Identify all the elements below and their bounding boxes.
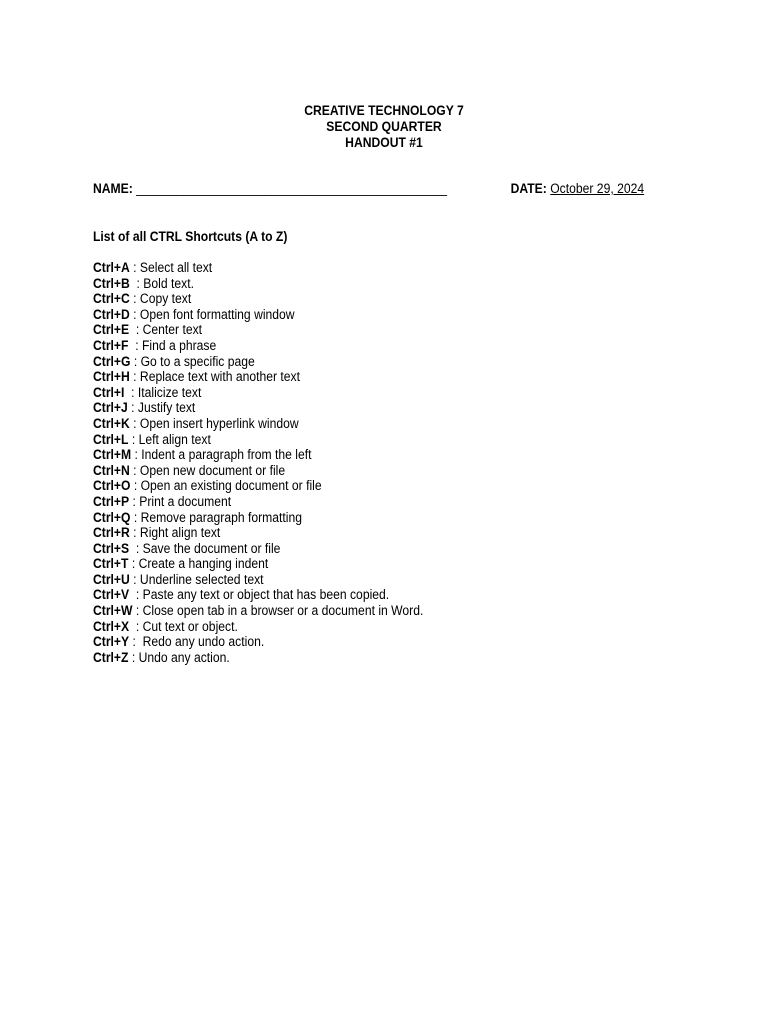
- shortcut-item: [93, 650, 423, 666]
- shortcut-item: [93, 587, 423, 603]
- shortcut-item: [93, 400, 423, 416]
- shortcut-item: [93, 463, 423, 479]
- shortcut-key: Ctrl+C: [93, 291, 130, 307]
- shortcut-item: [93, 307, 423, 323]
- shortcut-item: [93, 447, 423, 463]
- shortcut-key: Ctrl+I: [93, 384, 125, 400]
- name-label: NAME:: [93, 181, 133, 196]
- name-blank-line: ______________________________________________: [132, 181, 448, 196]
- shortcut-key: Ctrl+M: [93, 447, 132, 463]
- shortcut-key: Ctrl+Q: [93, 509, 131, 525]
- shortcut-description: : Cut text or object.: [129, 618, 238, 634]
- shortcut-description: : Create a hanging indent: [128, 556, 269, 572]
- shortcut-key: Ctrl+F: [93, 337, 129, 353]
- shortcut-description: : Open font formatting window: [129, 306, 295, 322]
- list-heading: List of all CTRL Shortcuts (A to Z): [93, 229, 288, 244]
- shortcut-key: Ctrl+L: [93, 431, 129, 447]
- shortcut-item: [93, 322, 423, 338]
- shortcut-item: [93, 541, 423, 557]
- shortcut-item: [93, 556, 423, 572]
- shortcut-description: : Remove paragraph formatting: [130, 509, 303, 525]
- shortcut-description: : Print a document: [129, 493, 232, 509]
- shortcut-description: : Left align text: [128, 431, 211, 447]
- shortcut-description: : Open new document or file: [129, 462, 286, 478]
- date-field: [511, 181, 645, 197]
- shortcut-key: Ctrl+U: [93, 571, 130, 587]
- shortcut-item: [93, 354, 423, 370]
- shortcut-description: : Close open tab in a browser or a document in Word.: [132, 603, 424, 619]
- shortcut-description: : Select all text: [129, 260, 213, 275]
- title-quarter: SECOND QUARTER: [326, 119, 442, 134]
- shortcut-item: [93, 276, 423, 292]
- shortcut-key: Ctrl+V: [93, 587, 130, 603]
- shortcut-key: Ctrl+B: [93, 275, 130, 291]
- shortcut-item: [93, 510, 423, 526]
- shortcut-item: [93, 432, 423, 448]
- shortcut-key: Ctrl+P: [93, 493, 130, 509]
- shortcut-item: [93, 478, 423, 494]
- shortcut-description: : Replace text with another text: [129, 369, 300, 385]
- shortcut-item: [93, 385, 423, 401]
- shortcut-item: [93, 525, 423, 541]
- shortcut-item: [93, 494, 423, 510]
- shortcut-key: Ctrl+Y: [93, 634, 130, 650]
- shortcut-description: : Find a phrase: [128, 337, 217, 353]
- shortcut-description: : Center text: [129, 322, 203, 338]
- shortcut-item: [93, 291, 423, 307]
- shortcut-description: : Paste any text or object that has been copied.: [129, 587, 390, 603]
- shortcut-description: : Justify text: [127, 400, 196, 416]
- shortcut-description: : Underline selected text: [129, 571, 264, 587]
- shortcut-key: Ctrl+G: [93, 353, 131, 369]
- shortcut-item: [93, 619, 423, 635]
- shortcut-description: : Save the document or file: [129, 540, 281, 556]
- date-label: DATE:: [510, 181, 547, 196]
- shortcut-key: Ctrl+N: [93, 462, 130, 478]
- shortcut-description: : Redo any undo action.: [129, 634, 265, 650]
- shortcut-item: [93, 260, 423, 276]
- shortcut-item: [93, 603, 423, 619]
- shortcut-key: Ctrl+S: [93, 540, 130, 556]
- shortcut-key: Ctrl+W: [93, 603, 133, 619]
- handout-title: [38, 103, 729, 151]
- shortcut-key: Ctrl+O: [93, 478, 131, 494]
- shortcut-key: Ctrl+H: [93, 369, 130, 385]
- shortcut-description: : Indent a paragraph from the left: [131, 447, 312, 463]
- shortcut-description: : Go to a specific page: [130, 353, 255, 369]
- shortcut-key: Ctrl+K: [93, 415, 130, 431]
- shortcut-item: [93, 572, 423, 588]
- info-row: [93, 181, 645, 197]
- shortcut-description: : Right align text: [129, 525, 221, 541]
- shortcut-key: Ctrl+T: [93, 556, 129, 572]
- shortcut-key: Ctrl+R: [93, 525, 130, 541]
- shortcut-item: [93, 634, 423, 650]
- shortcut-key: Ctrl+J: [93, 400, 128, 416]
- title-course: CREATIVE TECHNOLOGY 7: [304, 103, 464, 118]
- shortcut-list: [93, 260, 423, 665]
- shortcut-key: Ctrl+A: [93, 260, 130, 275]
- shortcut-item: [93, 369, 423, 385]
- shortcut-key: Ctrl+Z: [93, 649, 129, 665]
- shortcut-item: [93, 416, 423, 432]
- shortcut-description: : Undo any action.: [128, 649, 230, 665]
- shortcut-key: Ctrl+X: [93, 618, 130, 634]
- shortcut-key: Ctrl+E: [93, 322, 130, 338]
- shortcut-description: : Open an existing document or file: [130, 478, 322, 494]
- shortcut-key: Ctrl+D: [93, 306, 130, 322]
- shortcut-description: : Bold text.: [129, 275, 194, 291]
- shortcut-item: [93, 338, 423, 354]
- shortcut-description: : Copy text: [129, 291, 192, 307]
- shortcut-description: : Open insert hyperlink window: [129, 415, 299, 431]
- shortcut-description: : Italicize text: [124, 384, 202, 400]
- title-handout-number: HANDOUT #1: [345, 135, 423, 150]
- date-value: October 29, 2024: [550, 181, 645, 196]
